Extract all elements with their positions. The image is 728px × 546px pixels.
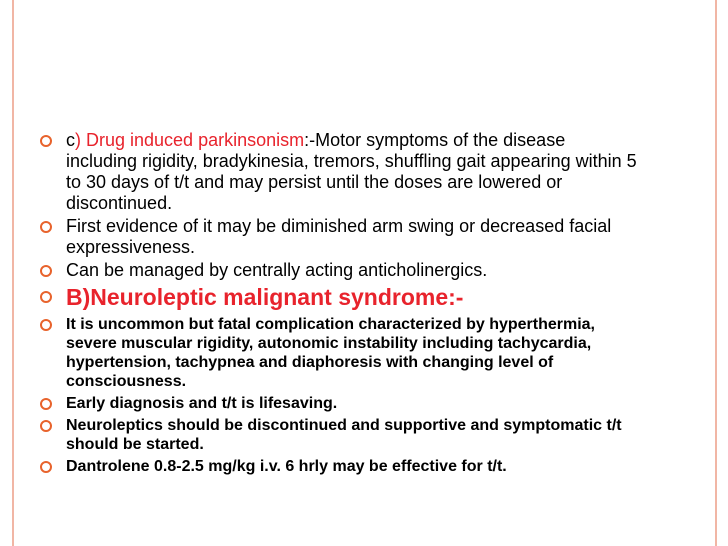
bullet-text: Dantrolene 0.8-2.5 mg/kg i.v. 6 hrly may be effective for t/t.	[66, 458, 507, 475]
bullet-discontinue-neuroleptics	[40, 416, 640, 454]
bullet-icon	[40, 265, 52, 277]
bullet-early-diagnosis	[40, 394, 640, 413]
bullet-icon	[40, 291, 52, 303]
bullet-icon	[40, 135, 52, 147]
bullet-managed-anticholinergics	[40, 260, 640, 281]
bullet-nms-description	[40, 315, 640, 391]
bullet-icon	[40, 461, 52, 473]
bullet-text: Can be managed by centrally acting anticholinergics.	[66, 260, 488, 280]
bullet-icon	[40, 398, 52, 410]
bullet-prefix: c	[66, 130, 75, 150]
bullet-icon	[40, 221, 52, 233]
bullet-dantrolene	[40, 457, 640, 476]
bullet-text: Early diagnosis and t/t is lifesaving.	[66, 395, 338, 412]
bullet-heading-red: ) Drug induced parkinsonism	[75, 130, 305, 150]
section-heading-nms	[40, 283, 640, 311]
slide-content	[40, 130, 640, 479]
bullet-text: First evidence of it may be diminished arm swing or decreased facial expressiveness.	[66, 216, 612, 257]
bullet-icon	[40, 319, 52, 331]
bullet-first-evidence	[40, 216, 640, 258]
bullet-icon	[40, 420, 52, 432]
bullet-text: Neuroleptics should be discontinued and supportive and symptomatic t/t should be started.	[66, 417, 622, 453]
section-heading-text: B)Neuroleptic malignant syndrome:-	[66, 284, 464, 310]
bullet-drug-induced-parkinsonism	[40, 130, 640, 214]
bullet-body: :-Motor symptoms of the disease including rigidity, bradykinesia, tremors, shuffling gait appearing within 5 to 30 days of t/t and may persist until the doses are lowered or discontinued.	[66, 130, 637, 213]
bullet-text: It is uncommon but fatal complication characterized by hyperthermia, severe muscular rigidity, autonomic instability including tachycardia, hypertension, tachypnea and diaphoresis with changing level of consciousness.	[66, 316, 595, 390]
